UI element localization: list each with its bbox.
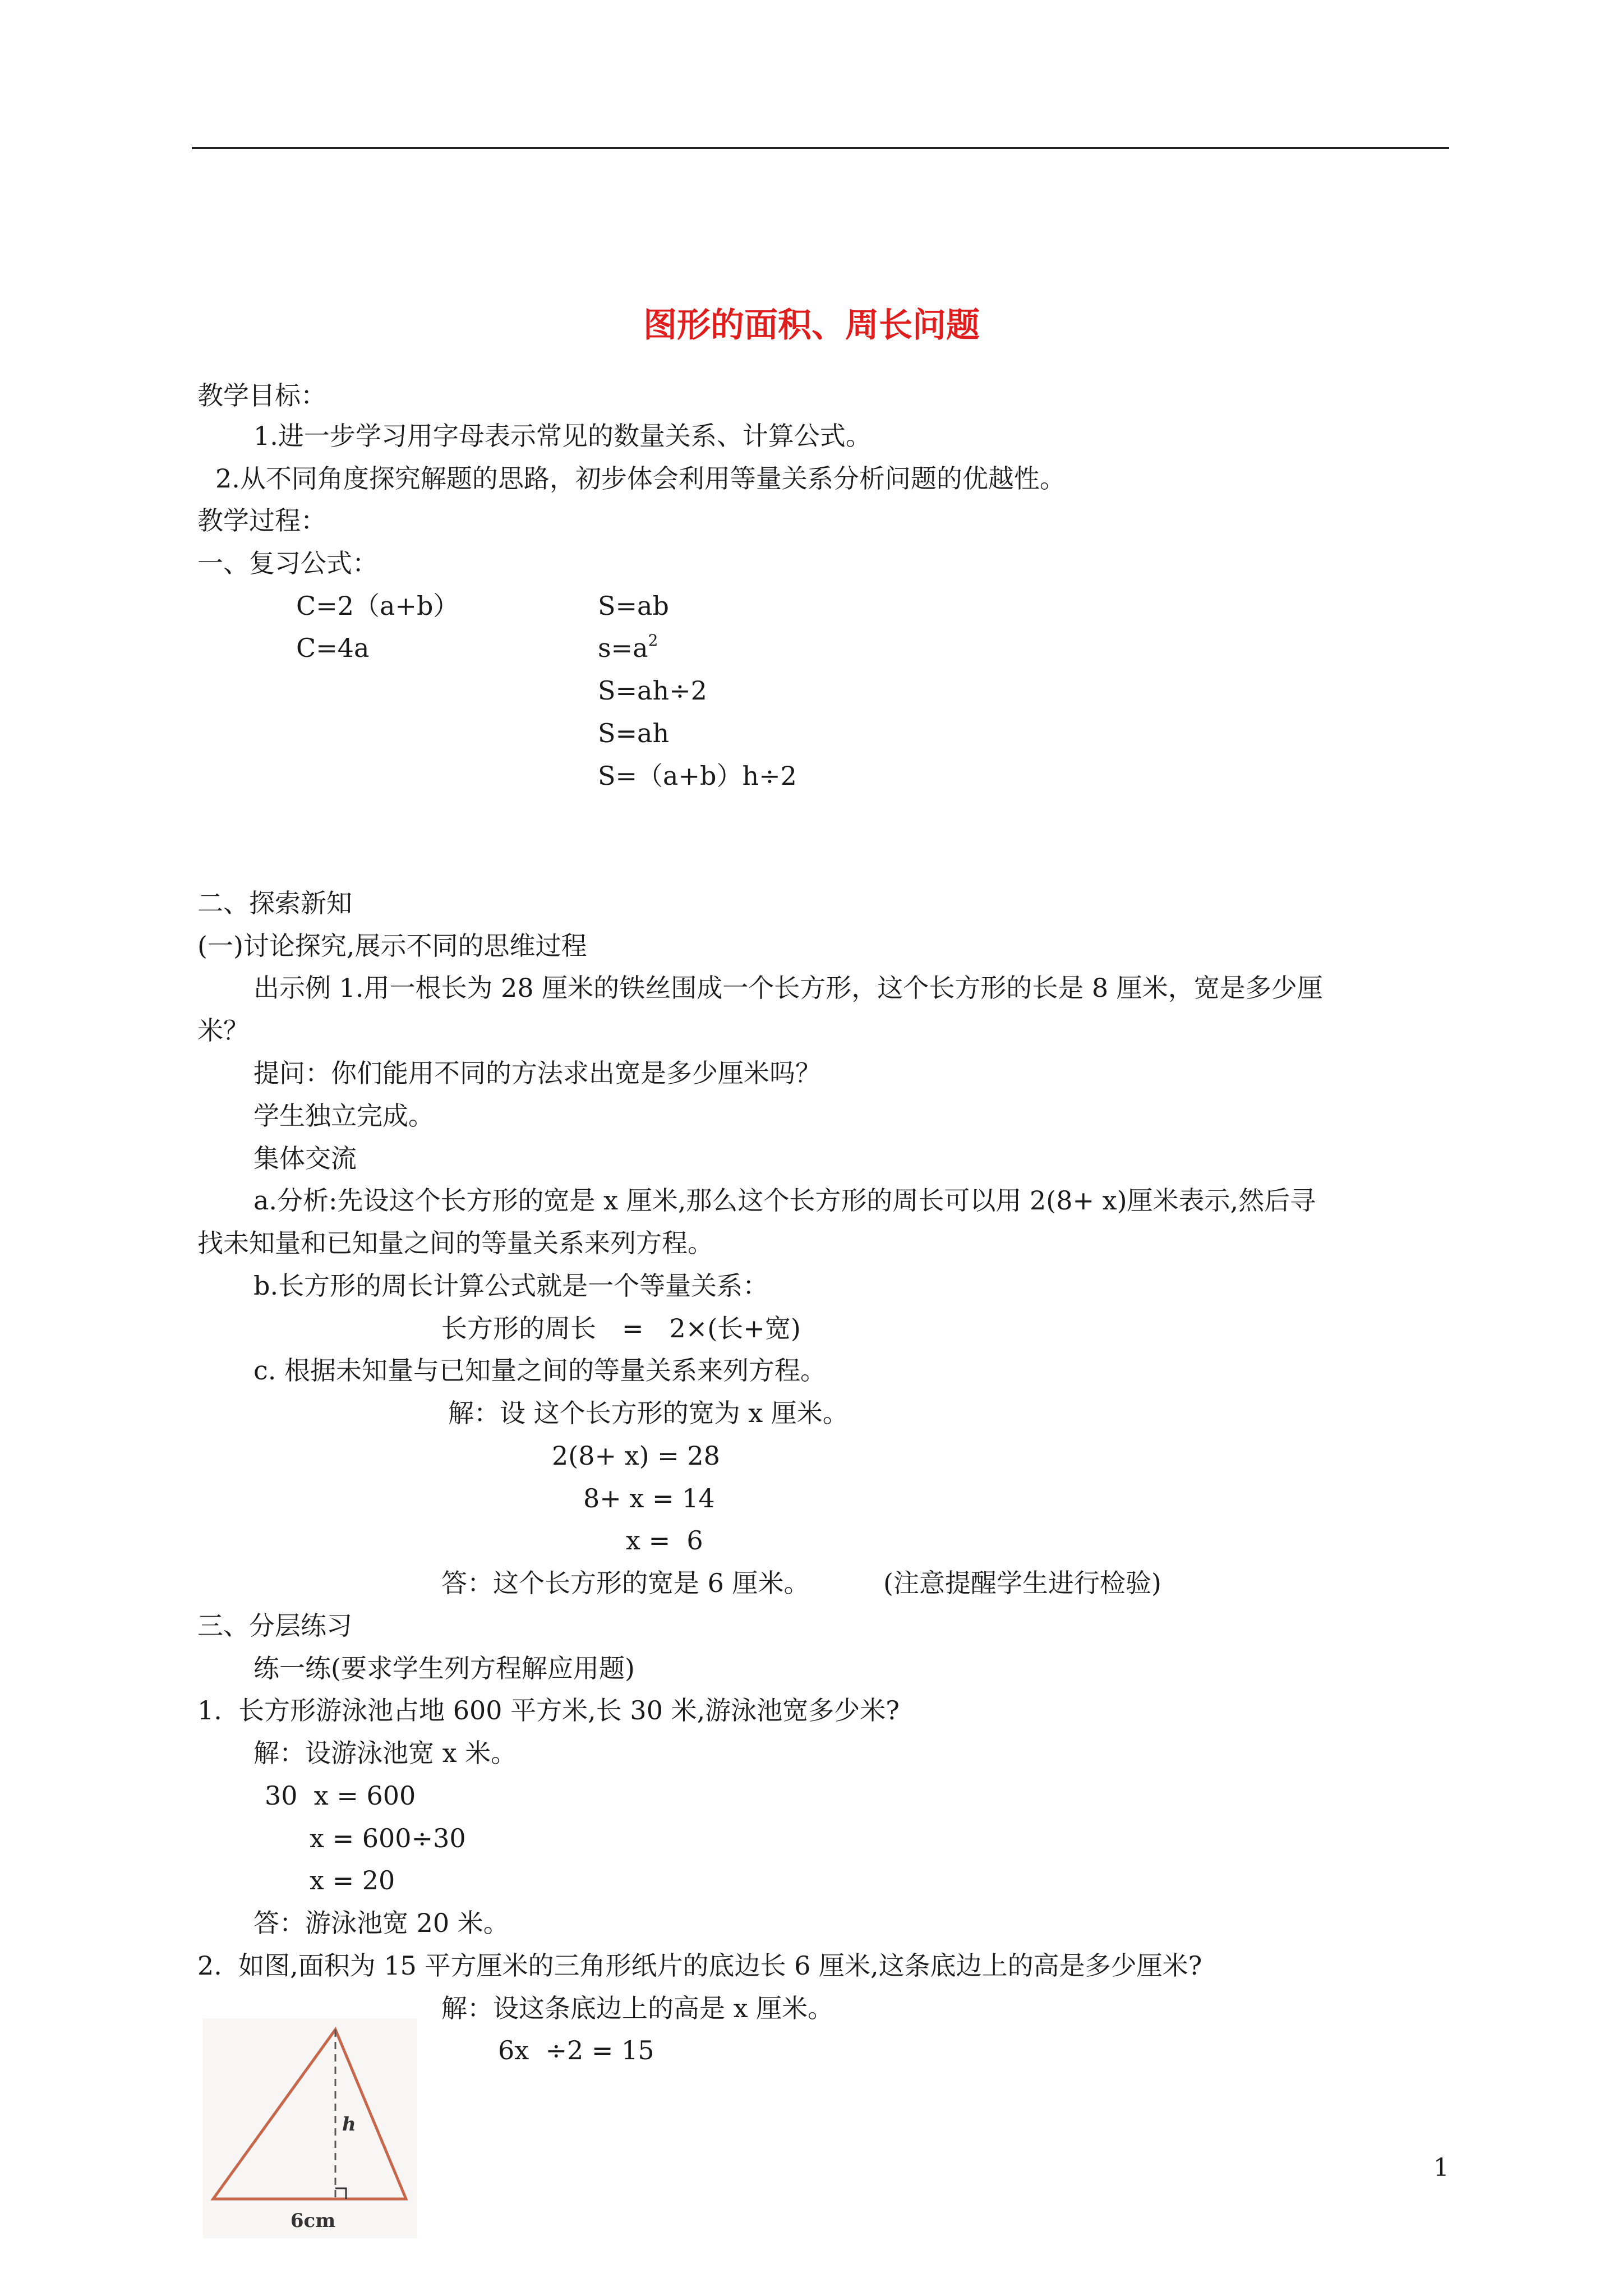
page-title: 图形的面积、周长问题 bbox=[643, 306, 980, 345]
base-length-label: 6cm bbox=[290, 2210, 336, 2232]
question-line: 提问：你们能用不同的方法求出宽是多少厘米吗？ bbox=[253, 1058, 821, 1088]
equation-3: x = 6 bbox=[626, 1525, 703, 1556]
practice-question-1: 1. 长方形游泳池占地 600 平方米,长 30 米,游泳池宽多少米? bbox=[197, 1695, 900, 1726]
formula-parallelogram-area: S=ah bbox=[598, 718, 670, 748]
right-angle-marker bbox=[335, 2188, 346, 2199]
practice-heading: 三、分层练习 bbox=[197, 1611, 352, 1641]
perimeter-relation: 长方形的周长 = 2×(长+宽) bbox=[441, 1313, 801, 1343]
q2-equation-1: 6x ÷2 = 15 bbox=[498, 2035, 654, 2065]
analysis-a-line-1: a.分析:先设这个长方形的宽是 x 厘米,那么这个长方形的周长可以用 2(8+ x)厘米表示,然后寻 bbox=[253, 1185, 1316, 1216]
height-label: h bbox=[342, 2113, 356, 2136]
goal-item-2: 2.从不同角度探究解题的思路，初步体会利用等量关系分析问题的优越性。 bbox=[215, 463, 1066, 494]
analysis-c-line: c. 根据未知量与已知量之间的等量关系来列方程。 bbox=[253, 1355, 827, 1386]
q1-solution: 解：设游泳池宽 x 米。 bbox=[253, 1738, 517, 1768]
goal-item-1: 1.进一步学习用字母表示常见的数量关系、计算公式。 bbox=[253, 421, 872, 451]
formula-square-exponent: 2 bbox=[648, 631, 658, 650]
answer-line: 答：这个长方形的宽是 6 厘米。 bbox=[441, 1568, 810, 1598]
analysis-a-line-2: 找未知量和已知量之间的等量关系来列方程。 bbox=[197, 1228, 713, 1258]
triangle-figure bbox=[203, 2018, 417, 2238]
example-line-2: 米？ bbox=[197, 1015, 249, 1046]
analysis-b-line: b.长方形的周长计算公式就是一个等量关系： bbox=[253, 1271, 769, 1301]
formula-triangle-area: S=ah÷2 bbox=[598, 675, 707, 706]
formula-rectangle-area: S=ab bbox=[598, 591, 669, 621]
q1-equation-1: 30 x = 600 bbox=[265, 1780, 416, 1811]
formula-rectangle-perimeter: C=2（a+b） bbox=[296, 591, 459, 621]
formula-trapezoid-area: S=（a+b）h÷2 bbox=[598, 761, 797, 791]
check-note: (注意提醒学生进行检验) bbox=[883, 1568, 1161, 1598]
formula-square-area-base: s=a bbox=[598, 633, 648, 663]
q1-equation-2: x = 600÷30 bbox=[310, 1823, 466, 1853]
header-rule bbox=[192, 147, 1449, 149]
practice-question-2: 2. 如图,面积为 15 平方厘米的三角形纸片的底边长 6 厘米,这条底边上的高是多少厘米? bbox=[197, 1950, 1202, 1981]
discuss-line: 集体交流 bbox=[253, 1143, 357, 1174]
q1-answer: 答：游泳池宽 20 米。 bbox=[253, 1908, 509, 1938]
explore-heading: 二、探索新知 bbox=[197, 888, 352, 918]
q2-solution: 解：设这条底边上的高是 x 厘米。 bbox=[441, 1993, 834, 2023]
independent-line: 学生独立完成。 bbox=[253, 1101, 434, 1131]
q1-equation-3: x = 20 bbox=[310, 1865, 395, 1895]
explore-subheading: (一)讨论探究,展示不同的思维过程 bbox=[197, 931, 587, 961]
triangle-diagram bbox=[203, 2018, 417, 2238]
page-number: 1 bbox=[1433, 2154, 1449, 2182]
example-line-1: 出示例 1.用一根长为 28 厘米的铁丝围成一个长方形，这个长方形的长是 8 厘米，宽是多少厘 bbox=[253, 973, 1323, 1003]
goals-heading: 教学目标： bbox=[197, 380, 326, 411]
practice-intro: 练一练(要求学生列方程解应用题) bbox=[253, 1653, 635, 1683]
solution-line: 解：设 这个长方形的宽为 x 厘米。 bbox=[448, 1398, 849, 1428]
process-heading: 教学过程： bbox=[197, 505, 326, 536]
formula-square-perimeter: C=4a bbox=[296, 633, 370, 663]
triangle-outline bbox=[213, 2030, 406, 2199]
formula-square-area bbox=[598, 628, 658, 668]
equation-1: 2(8+ x) = 28 bbox=[552, 1441, 720, 1471]
equation-2: 8+ x = 14 bbox=[583, 1483, 715, 1513]
review-heading: 一、复习公式： bbox=[197, 548, 378, 578]
